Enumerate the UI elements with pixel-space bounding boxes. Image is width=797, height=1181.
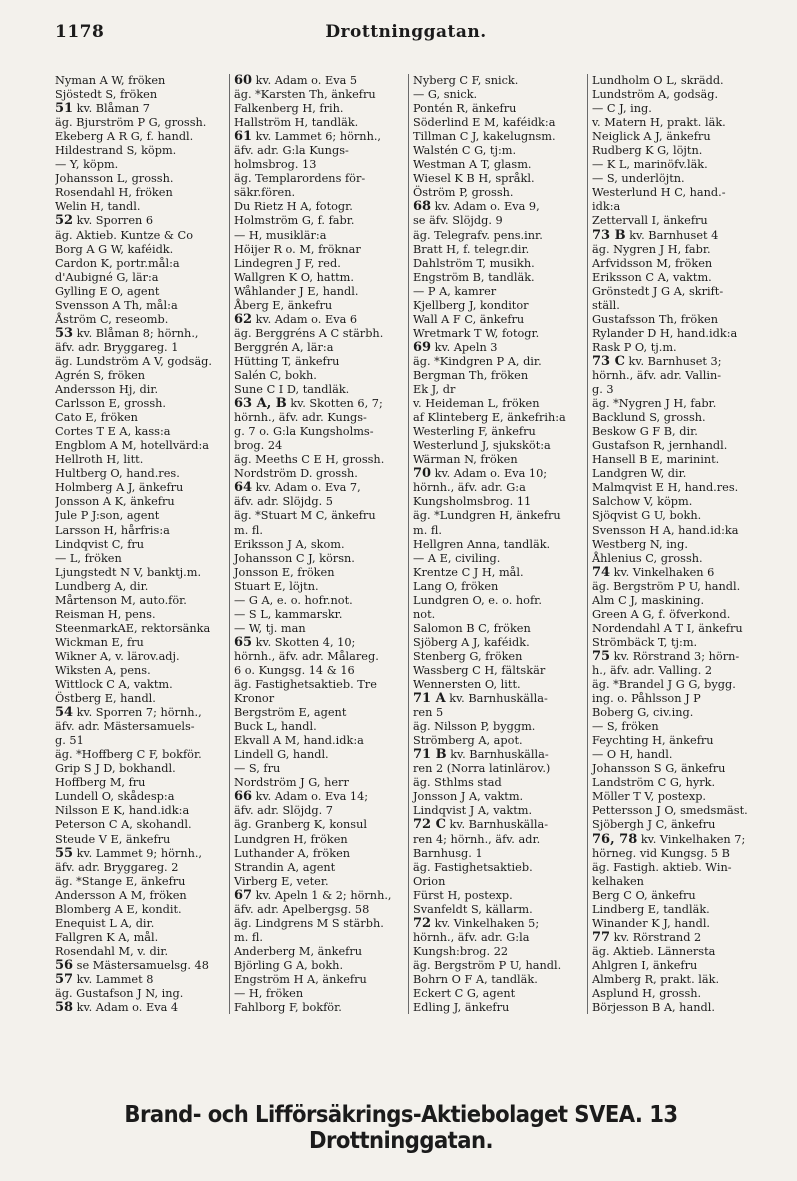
directory-entry: Nyberg C F, snick. [413, 74, 519, 87]
directory-entry: Svensson H A, hand.id:ka [592, 523, 739, 537]
directory-entry: Welin H, tandl. [55, 200, 141, 214]
directory-entry: ren 2 (Norra latinlärov.) [413, 762, 551, 776]
directory-entry: Svensson A Th, mål:a [55, 298, 178, 312]
directory-entry: Åström C, reseomb. [55, 312, 169, 326]
directory-entry: Walstén C G, tj:m. [413, 144, 517, 158]
directory-entry: Green A G, f. öfverkond. [592, 607, 731, 621]
directory-entry: not. [413, 607, 436, 621]
directory-entry: Wretmark T W, fotogr. [413, 326, 540, 340]
directory-entry: 65 kv. Skotten 4, 10; [234, 634, 356, 650]
directory-entry: Hildestrand S, köpm. [55, 144, 177, 158]
directory-entry: 76, 78 kv. Vinkelhaken 7; [592, 831, 746, 847]
directory-entry: Jonsson A K, änkefru [55, 495, 175, 509]
directory-entry: Alm C J, maskining. [592, 593, 705, 607]
directory-entry: 70 kv. Adam o. Eva 10; [413, 466, 548, 482]
directory-entry: idk:a [592, 200, 621, 214]
directory-entry: 71 B kv. Barnhuskälla- [413, 747, 549, 763]
directory-entry: Kungsholmsbrog. 11 [413, 495, 532, 509]
directory-entry: Åhlenius C, grossh. [592, 551, 703, 565]
directory-entry: Wassberg C H, fältskär [413, 663, 546, 677]
directory-entry: 62 kv. Adam o. Eva 6 [234, 311, 358, 327]
page-number: 1178 [55, 22, 105, 42]
directory-entry: — G A, e. o. hofr.not. [234, 593, 353, 607]
directory-entry: v. Heideman L, fröken [413, 397, 540, 411]
directory-entry: Virberg E, veter. [234, 874, 329, 888]
directory-entry: Rask P O, tj.m. [592, 340, 677, 354]
directory-entry: Hultberg O, hand.res. [55, 467, 180, 481]
directory-entry: Sjöstedt S, fröken [55, 88, 158, 102]
directory-entry: Lundström A, godsäg. [592, 88, 719, 102]
directory-entry: ställ. [592, 298, 620, 312]
directory-entry: äg. Telegrafv. pens.inr. [413, 228, 543, 242]
directory-entry: Kronor [234, 692, 275, 706]
directory-entry: v. Matern H, prakt. läk. [592, 116, 726, 130]
directory-entry: Gustafson R, jernhandl. [592, 439, 728, 453]
directory-entry: — A E, civiling. [413, 551, 501, 565]
directory-entry: Anderberg M, änkefru [234, 944, 363, 958]
directory-entry: Westerlund J, sjuksköt:a [413, 439, 551, 453]
directory-entry: 64 kv. Adam o. Eva 7, [234, 480, 361, 496]
column-4 [587, 74, 766, 1014]
directory-entry: Hoffberg M, fru [55, 776, 146, 790]
directory-entry: äg. Aktieb. Kuntze & Co [55, 228, 194, 242]
directory-entry: Kungsh:brog. 22 [413, 944, 509, 958]
directory-entry: se äfv. Slöjdg. 9 [413, 214, 503, 228]
directory-entry: 68 kv. Adam o. Eva 9, [413, 199, 540, 215]
directory-entry: Eckert C G, agent [413, 987, 516, 1001]
directory-entry: Åberg E, änkefru [234, 298, 333, 312]
directory-entry: äg. Meeths C E H, grossh. [234, 453, 385, 467]
column-1 [55, 74, 229, 1014]
column-2 [229, 74, 408, 1014]
directory-entry: Wall A F C, änkefru [413, 312, 525, 326]
directory-entry: Steude V E, änkefru [55, 832, 171, 846]
directory-entry: Pettersson J O, smedsmäst. [592, 804, 748, 818]
directory-entry: Landström C G, hyrk. [592, 776, 716, 790]
directory-entry: Rosendahl M, v. dir. [55, 944, 169, 958]
directory-entry: äg. Berggréns A C stärbh. [234, 326, 384, 340]
directory-entry: Rudberg K G, löjtn. [592, 144, 703, 158]
directory-entry: Salchow V, köpm. [592, 495, 693, 509]
directory-entry: Winander K J, handl. [592, 916, 711, 930]
directory-entry: g. 3 [592, 383, 614, 397]
directory-entry: Östberg E, handl. [55, 692, 156, 706]
directory-entry: Jule P J:son, agent [55, 509, 160, 523]
directory-entry: m. fl. [234, 930, 264, 944]
directory-entry: 74 kv. Vinkelhaken 6 [592, 564, 715, 580]
directory-entry: äg. *Brandel J G G, bygg. [592, 678, 736, 692]
directory-entry: Larsson H, hårfris:a [55, 523, 170, 537]
directory-entry: Beskow G F B, dir. [592, 425, 698, 439]
directory-entry: Wikner A, v. lärov.adj. [55, 649, 180, 663]
directory-entry: Dahlström T, musikh. [413, 256, 535, 270]
directory-entry: d'Aubigné G, lär:a [55, 270, 159, 284]
column-3 [408, 74, 587, 1014]
directory-entry: Reisman H, pens. [55, 607, 156, 621]
directory-entry: af Klinteberg E, änkefrih:a [413, 411, 566, 425]
directory-entry: hörnh., äfv. adr. G:a [413, 481, 526, 495]
directory-entry: äg. Nygren J H, fabr. [592, 242, 711, 256]
directory-entry: Krentze C J H, mål. [413, 565, 524, 579]
directory-entry: Landgren W, dir. [592, 467, 687, 481]
directory-entry: Barnhusg. 1 [413, 846, 483, 860]
directory-entry: äg. *Nygren J H, fabr. [592, 397, 717, 411]
directory-entry: — S, fröken [592, 720, 659, 734]
directory-entry: 75 kv. Rörstrand 3; hörn- [592, 648, 740, 664]
directory-entry: Neiglick A J, änkefru [592, 130, 711, 144]
directory-entry: Stuart E, löjtn. [234, 579, 319, 593]
directory-entry: Asplund H, grossh. [592, 987, 702, 1001]
directory-entry: 52 kv. Sporren 6 [55, 213, 154, 229]
directory-entry: Lundgren O, e. o. hofr. [413, 593, 542, 607]
directory-entry: Svanfeldt S, källarm. [413, 902, 533, 916]
directory-entry: Salomon B C, fröken [413, 621, 531, 635]
directory-entry: Westerlund H C, hand.- [592, 186, 726, 200]
directory-entry: Westerling F, änkefru [413, 425, 536, 439]
directory-entry: äg. *Lundgren H, änkefru [413, 509, 561, 523]
directory-entry: äfv. adr. Apelbergsg. 58 [234, 902, 370, 916]
directory-entry: Hellroth H, litt. [55, 453, 144, 467]
directory-entry: Grip S J D, bokhandl. [55, 762, 176, 776]
directory-entry: Agrén S, fröken [55, 368, 146, 382]
directory-entry: Eriksson C A, vaktm. [592, 270, 712, 284]
directory-entry: Orion [413, 874, 446, 888]
directory-entry: Salén C, bokh. [234, 368, 317, 382]
directory-entry: hörnh., äfv. adr. Kungs- [234, 411, 367, 425]
directory-entry: äg. *Hoffberg C F, bokför. [55, 748, 202, 762]
directory-entry: Wiesel K B H, språkl. [413, 172, 535, 186]
directory-entry: Öström P, grossh. [413, 186, 514, 200]
directory-entry: Strandin A, agent [234, 860, 336, 874]
directory-entry: 77 kv. Rörstrand 2 [592, 929, 702, 945]
directory-entry: Jonsson E, fröken [234, 565, 335, 579]
directory-entry: 60 kv. Adam o. Eva 5 [234, 74, 358, 88]
directory-entry: Wiksten A, pens. [55, 663, 151, 677]
directory-entry: äg. *Stuart M C, änkefru [234, 509, 376, 523]
directory-entry: Strömbäck T, tj:m. [592, 635, 698, 649]
directory-entry: g. 51 [55, 734, 84, 748]
directory-entry: 57 kv. Lammet 8 [55, 972, 154, 987]
directory-entry: Blomberg A E, kondit. [55, 902, 182, 916]
directory-entry: Rosendahl H, fröken [55, 186, 173, 200]
directory-entry: Holmberg A J, änkefru [55, 481, 184, 495]
directory-entry: äg. Fastighetsaktieb. Tre [234, 678, 377, 692]
directory-entry: äg. *Kindgren P A, dir. [413, 354, 542, 368]
directory-entry: Cato E, fröken [55, 411, 138, 425]
directory-entry: Söderlind E M, kaféidk:a [413, 116, 556, 130]
directory-entry: äg. Granberg K, konsul [234, 818, 367, 832]
directory-entry: — S, underlöjtn. [592, 172, 685, 186]
directory-entry: äg. Sthlms stad [413, 776, 502, 790]
directory-entry: Cortes T E A, kass:a [55, 425, 171, 439]
directory-entry: Lundgren H, fröken [234, 832, 348, 846]
directory-entry: 61 kv. Lammet 6; hörnh., [234, 129, 382, 145]
directory-entry: Wåhlander J E, handl. [234, 284, 359, 298]
directory-entry: Fahlborg F, bokför. [234, 1001, 342, 1014]
directory-entry: äg. Bergström P U, handl. [413, 958, 562, 972]
directory-entry: 58 kv. Adam o. Eva 4 [55, 1000, 179, 1014]
directory-entry: Ljungstedt N V, banktj.m. [55, 565, 202, 579]
directory-entry: Lindqvist J A, vaktm. [413, 804, 533, 818]
directory-entry: Rylander D H, hand.idk:a [592, 326, 738, 340]
directory-entry: Nordström D. grossh. [234, 467, 358, 481]
directory-entry: äg. Fastighetsaktieb. [413, 860, 533, 874]
directory-entry: Lindegren J F, red. [234, 256, 341, 270]
directory-entry: — O H, handl. [592, 748, 673, 762]
directory-entry: Fallgren K A, mål. [55, 930, 159, 944]
directory-entry: Andersson Hj, dir. [55, 383, 159, 397]
directory-entry: Lindell G, handl. [234, 748, 329, 762]
directory-entry: 51 kv. Blåman 7 [55, 101, 150, 117]
directory-entry: Johansson S G, änkefru [592, 762, 726, 776]
page-header [55, 22, 757, 56]
directory-entry: Johansson C J, körsn. [234, 551, 355, 565]
footer-advertisement: Brand- och Lifförsäkrings-Aktiebolaget SVEA. 13 Drottninggatan. [124, 1102, 678, 1154]
directory-entry: Zettervall I, änkefru [592, 214, 708, 228]
directory-entry: Hallström H, tandläk. [234, 116, 359, 130]
directory-entry: Lindberg E, tandläk. [592, 902, 710, 916]
directory-entry: m. fl. [413, 523, 443, 537]
directory-entry: Nyman A W, fröken [55, 74, 166, 87]
directory-entry: 6 o. Kungsg. 14 & 16 [234, 663, 355, 677]
directory-entry: — Y, köpm. [55, 158, 119, 172]
directory-entry: holmsbrog. 13 [234, 158, 317, 172]
directory-entry: Stenberg G, fröken [413, 649, 523, 663]
directory-entry: Engström B, tandläk. [413, 270, 535, 284]
directory-entry: 72 C kv. Barnhuskälla- [413, 817, 549, 833]
directory-entry: Holmström G, f. fabr. [234, 214, 355, 228]
directory-entry: — K L, marinöfv.läk. [592, 158, 708, 172]
directory-entry: äfv. adr. G:la Kungs- [234, 144, 349, 158]
directory-entry: Sjöberg A J, kaféidk. [413, 635, 530, 649]
directory-entry: Lindqvist C, fru [55, 537, 145, 551]
directory-entry: äg. Aktieb. Lännersta [592, 944, 716, 958]
directory-entry: äg. Templarordens för- [234, 172, 366, 186]
directory-entry: ren 5 [413, 706, 444, 720]
directory-entry: Fürst H, postexp. [413, 888, 513, 902]
directory-entry: Du Rietz H A, fotogr. [234, 200, 353, 214]
directory-entry: — G, snick. [413, 88, 478, 102]
directory-entry: 66 kv. Adam o. Eva 14; [234, 789, 369, 805]
directory-entry: — H, fröken [234, 987, 304, 1001]
directory-entry: äg. Gustafson J N, ing. [55, 987, 184, 1001]
directory-entry: 67 kv. Apeln 1 & 2; hörnh., [234, 887, 392, 903]
directory-entry: äg. *Stange E, änkefru [55, 874, 186, 888]
directory-entry: ren 4; hörnh., äfv. adr. [413, 832, 541, 846]
directory-entry: Sune C I D, tandläk. [234, 383, 350, 397]
directory-entry: Engström H A, änkefru [234, 973, 367, 986]
directory-entry: Ahlgren I, änkefru [592, 958, 698, 972]
directory-entry: Enequist L A, dir. [55, 916, 155, 930]
directory-entry: Falkenberg H, frih. [234, 102, 344, 116]
directory-entry: 72 kv. Vinkelhaken 5; [413, 915, 540, 931]
directory-entry: äg. Lundström A V, godsäg. [55, 354, 213, 368]
directory-entry: — H, musiklär:a [234, 228, 327, 242]
directory-entry: hörneg. vid Kungsg. 5 B [592, 846, 730, 860]
directory-entry: Sjöqvist G U, bokh. [592, 509, 702, 523]
directory-entry: Cardon K, portr.mål:a [55, 256, 180, 270]
directory-entry: Mårtenson M, auto.för. [55, 593, 187, 607]
directory-entry: hörnh., äfv. adr. Vallin- [592, 368, 722, 382]
directory-entry: hörnh., äfv. adr. Målareg. [234, 649, 379, 663]
directory-entry: Arfvidsson M, fröken [592, 256, 713, 270]
directory-entry: Wallgren K O, hattm. [234, 270, 354, 284]
directory-entry: Hansell B E, marinint. [592, 453, 720, 467]
directory-entry: Björling G A, bokh. [234, 958, 344, 972]
directory-entry: äg. Lindgrens M S stärbh. [234, 916, 384, 930]
directory-columns [55, 74, 766, 1014]
directory-entry: Bratt H, f. telegr.dir. [413, 242, 530, 256]
directory-entry: 54 kv. Sporren 7; hörnh., [55, 705, 202, 721]
directory-entry: äfv. adr. Bryggareg. 1 [55, 340, 179, 354]
page-title: Drottninggatan. [325, 22, 487, 42]
directory-entry: äfv. adr. Bryggareg. 2 [55, 860, 179, 874]
directory-entry: Jonsson J A, vaktm. [413, 790, 524, 804]
directory-entry: Nordendahl A T I, änkefru [592, 621, 743, 635]
directory-entry: Westberg N, ing. [592, 537, 688, 551]
directory-entry: h., äfv. adr. Valling. 2 [592, 663, 713, 677]
directory-entry: hörnh., äfv. adr. G:la [413, 930, 530, 944]
directory-entry: Engblom A M, hotellvärd:a [55, 439, 210, 453]
directory-entry: Carlsson E, grossh. [55, 397, 166, 411]
directory-entry: Bergman Th, fröken [413, 368, 529, 382]
directory-entry: Wennersten O, litt. [413, 678, 521, 692]
directory-entry: Andersson A M, fröken [55, 888, 187, 902]
directory-entry: säkr.fören. [234, 186, 296, 200]
directory-entry: m. fl. [234, 523, 264, 537]
directory-entry: äg. Fastigh. aktieb. Win- [592, 860, 732, 874]
directory-entry: SteenmarkAE, rektorsänka [55, 621, 211, 635]
directory-entry: 71 A kv. Barnhuskälla- [413, 691, 548, 707]
directory-entry: äg. Bjurström P G, grossh. [55, 116, 207, 130]
directory-entry: Lang O, fröken [413, 579, 499, 593]
directory-entry: Grönstedt J G A, skrift- [592, 284, 724, 298]
directory-entry: — C J, ing. [592, 102, 652, 116]
directory-entry: Berg C O, änkefru [592, 888, 696, 902]
directory-entry: Ek J, dr [413, 383, 456, 397]
directory-entry: Wittlock C A, vaktm. [55, 678, 173, 692]
directory-entry: äfv. adr. Slöjdg. 5 [234, 495, 333, 509]
directory-entry: Berggrén A, lär:a [234, 340, 334, 354]
directory-entry: Almberg R, prakt. läk. [592, 973, 720, 986]
directory-entry: Lundell O, skådesp:a [55, 790, 175, 804]
directory-entry: ing. o. Påhlsson J P [592, 692, 701, 706]
directory-entry: g. 7 o. G:la Kungsholms- [234, 425, 374, 439]
directory-entry: — L, fröken [55, 551, 122, 565]
directory-entry: Malmqvist E H, hand.res. [592, 481, 739, 495]
directory-entry: Edling J, änkefru [413, 1001, 510, 1014]
directory-entry: Boberg G, civ.ing. [592, 706, 694, 720]
directory-entry: Bohrn O F A, tandläk. [413, 973, 538, 986]
directory-entry: Sjöbergh J C, änkefru [592, 818, 716, 832]
directory-entry: 56 se Mästersamuelsg. 48 [55, 957, 209, 973]
directory-entry: Möller T V, postexp. [592, 790, 707, 804]
directory-entry: Börjesson B A, handl. [592, 1001, 715, 1014]
directory-entry: Westman A T, glasm. [413, 158, 532, 172]
directory-entry: Ekvall A M, hand.idk:a [234, 734, 364, 748]
directory-entry: brog. 24 [234, 439, 283, 453]
directory-entry: Lundholm O L, skrädd. [592, 74, 724, 87]
directory-entry: Pontén R, änkefru [413, 102, 517, 116]
directory-entry: 63 A, B kv. Skotten 6, 7; [234, 396, 383, 412]
directory-entry: Eriksson J A, skom. [234, 537, 345, 551]
directory-entry: Hellgren Anna, tandläk. [413, 537, 551, 551]
directory-entry: 53 kv. Blåman 8; hörnh., [55, 325, 199, 341]
directory-entry: Kjellberg J, konditor [413, 298, 529, 312]
directory-entry: Wärman N, fröken [413, 453, 518, 467]
directory-entry: — S, fru [234, 762, 281, 776]
directory-entry: Peterson C A, skohandl. [55, 818, 192, 832]
directory-entry: Luthander A, fröken [234, 846, 351, 860]
directory-entry: äg. *Karsten Th, änkefru [234, 88, 376, 102]
directory-entry: Hütting T, änkefru [234, 354, 340, 368]
directory-entry: Höijer R o. M, fröknar [234, 242, 361, 256]
directory-entry: Backlund S, grossh. [592, 411, 706, 425]
directory-entry: 55 kv. Lammet 9; hörnh., [55, 845, 203, 861]
directory-entry: äfv. adr. Slöjdg. 7 [234, 804, 333, 818]
directory-entry: Wickman E, fru [55, 635, 144, 649]
directory-entry: Feychting H, änkefru [592, 734, 714, 748]
directory-entry: Johansson L, grossh. [55, 172, 174, 186]
directory-entry: Bergström E, agent [234, 706, 347, 720]
directory-entry: 73 C kv. Barnhuset 3; [592, 353, 722, 369]
directory-entry: kelhaken [592, 874, 644, 888]
directory-entry: Gustafsson Th, fröken [592, 312, 718, 326]
directory-entry: Nilsson E K, hand.idk:a [55, 804, 190, 818]
directory-entry: 69 kv. Apeln 3 [413, 339, 498, 355]
directory-entry: 73 B kv. Barnhuset 4 [592, 227, 719, 243]
directory-entry: — P A, kamrer [413, 284, 497, 298]
directory-entry: Gylling E O, agent [55, 284, 160, 298]
directory-entry: Borg A G W, kaféidk. [55, 242, 174, 256]
directory-entry: Ekeberg A R G, f. handl. [55, 130, 194, 144]
directory-entry: Nordström J G, herr [234, 776, 349, 790]
directory-entry: Tillman C J, kakelugnsm. [413, 130, 556, 144]
directory-entry: — W, tj. man [234, 621, 306, 635]
directory-entry: Buck L, handl. [234, 720, 317, 734]
directory-entry: äg. Bergström P U, handl. [592, 579, 741, 593]
directory-entry: äg. Nilsson P, byggm. [413, 720, 536, 734]
directory-entry: Lundberg A, dir. [55, 579, 149, 593]
directory-entry: Strömberg A, apot. [413, 734, 523, 748]
directory-entry: — S L, kammarskr. [234, 607, 343, 621]
directory-entry: äfv. adr. Mästersamuels- [55, 720, 195, 734]
